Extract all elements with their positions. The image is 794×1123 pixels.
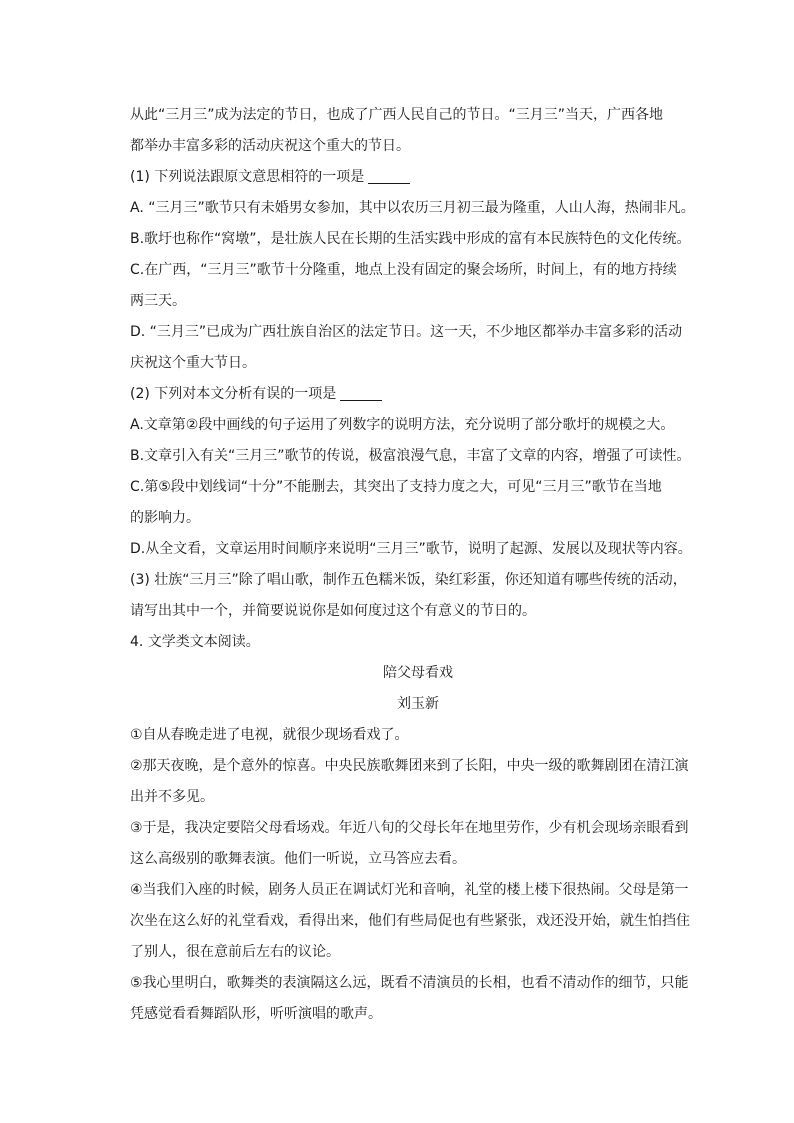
question-1-stem-text: (1) 下列说法跟原文意思相符的一项是 xyxy=(130,169,365,185)
story-title: 陪父母看戏 xyxy=(383,665,453,681)
question-2-option-c-continued: 的影响力。 xyxy=(130,510,200,526)
story-paragraph-line: ②那天夜晚，是个意外的惊喜。中央民族歌舞团来到了长阳，中央一级的歌舞剧团在清江演 xyxy=(130,758,689,774)
question-1-option-d: D. “三月三”已成为广西壮族自治区的法定节日。这一天，不少地区都举办丰富多彩的活动 xyxy=(130,324,683,340)
question-1-option-b: B.歌圩也称作“窝墩”，是壮族人民在长期的生活实践中形成的富有本民族特色的文化传统。 xyxy=(130,231,691,247)
question-3-line: 请写出其中一个，并简要说说你是如何度过这个有意义的节日的。 xyxy=(130,603,536,619)
question-3-line: (3) 壮族“三月三”除了唱山歌，制作五色糯米饭，染红彩蛋，你还知道有哪些传统的活动， xyxy=(130,572,687,588)
article-line: 从此“三月三”成为法定的节日，也成了广西人民自己的节日。“三月三”当天，广西各地 xyxy=(130,107,664,123)
section-4-heading: 4. 文学类文本阅读。 xyxy=(130,634,260,650)
question-1-option-c-continued: 两三天。 xyxy=(130,293,186,309)
question-2-stem-text: (2) 下列对本文分析有误的一项是 xyxy=(130,386,337,402)
story-paragraph-line: 凭感觉看看舞蹈队形，听听演唱的歌声。 xyxy=(130,1006,382,1022)
question-1-option-a: A. “三月三”歌节只有未婚男女参加，其中以农历三月初三最为隆重，人山人海，热闹非凡。 xyxy=(130,200,695,216)
answer-blank xyxy=(340,386,382,401)
question-1-stem xyxy=(130,162,706,193)
question-2-option-a: A.文章第②段中画线的句子运用了列数字的说明方法，充分说明了部分歌圩的规模之大。 xyxy=(130,417,675,433)
story-author: 刘玉新 xyxy=(397,696,439,712)
story-paragraph-line: ③于是，我决定要陪父母看场戏。年近八旬的父母长年在地里劳作，少有机会现场亲眼看到 xyxy=(130,820,689,836)
story-paragraph-line: 次坐在这么好的礼堂看戏，看得出来，他们有些局促也有些紧张，戏还没开始，就生怕挡住 xyxy=(130,913,690,929)
story-paragraph-line: ④当我们入座的时候，剧务人员正在调试灯光和音响，礼堂的楼上楼下很热闹。父母是第一 xyxy=(130,882,689,898)
story-paragraph-line: ⑤我心里明白，歌舞类的表演隔这么远，既看不清演员的长相，也看不清动作的细节，只能 xyxy=(130,975,689,991)
page-content xyxy=(130,100,706,1030)
story-paragraph-line: 这么高级别的歌舞表演。他们一听说，立马答应去看。 xyxy=(130,851,466,867)
question-2-option-b: B.文章引入有关“三月三”歌节的传说，极富浪漫气息，丰富了文章的内容，增强了可读性。 xyxy=(130,448,691,464)
answer-blank xyxy=(368,169,410,184)
question-2-stem xyxy=(130,379,706,410)
question-1-option-c: C.在广西，“三月三”歌节十分隆重，地点上没有固定的聚会场所，时间上，有的地方持续 xyxy=(130,262,677,278)
article-line: 都举办丰富多彩的活动庆祝这个重大的节日。 xyxy=(130,138,410,154)
story-paragraph-line: ①自从春晚走进了电视，就很少现场看戏了。 xyxy=(130,727,409,743)
question-2-option-c: C.第⑤段中划线词“十分”不能删去，其突出了支持力度之大，可见“三月三”歌节在当地 xyxy=(130,479,662,495)
story-paragraph-line: 出并不多见。 xyxy=(130,789,214,805)
question-2-option-d: D.从全文看，文章运用时间顺序来说明“三月三”歌节，说明了起源、发展以及现状等内容。 xyxy=(130,541,692,557)
story-paragraph-line: 了别人，很在意前后左右的议论。 xyxy=(130,944,340,960)
question-1-option-d-continued: 庆祝这个重大节日。 xyxy=(130,355,256,371)
